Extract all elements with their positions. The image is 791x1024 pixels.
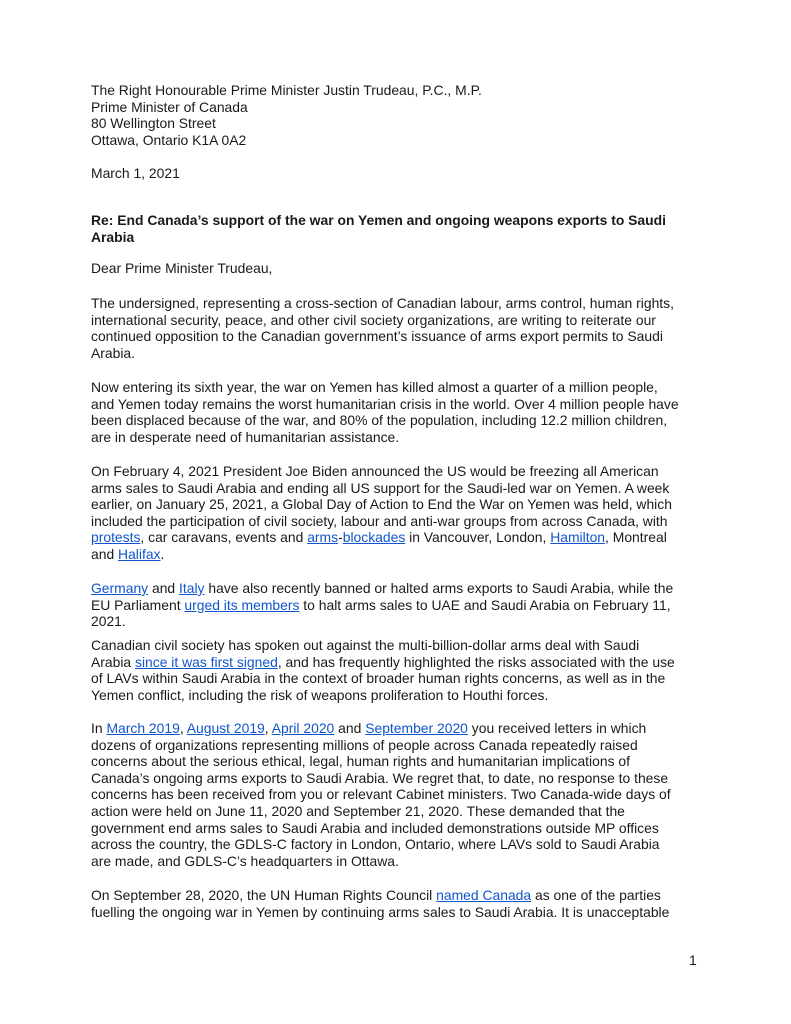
link-arms[interactable]: arms [307,529,339,546]
paragraph-line [91,720,731,737]
paragraph-line: The undersigned, representing a cross-section of Canadian labour, arms control, human rights, [91,295,674,311]
text-run: On September 28, 2020, the UN Human Rights Council [91,887,437,903]
paragraph-line: dozens of organizations representing millions of people across Canada repeatedly raised [91,736,638,753]
paragraph-line: arms sales to Saudi Arabia and ending all US support for the Saudi-led war on Yemen. A week [91,479,670,496]
subject-text: Arabia [91,228,135,245]
paragraph-line [91,887,731,904]
text-run: , and has frequently highlighted the risks associated with the use [277,653,675,670]
paragraph-7 [91,887,731,920]
paragraph-line [91,654,731,671]
paragraph-line: Yemen conflict, including the risk of weapons proliferation to Houthi forces. [91,686,549,703]
text-run: Arabia [91,653,136,670]
link-march-2019[interactable]: March 2019 [106,720,180,736]
paragraph-line: government end arms sales to Saudi Arabia and included demonstrations outside MP offices [91,819,659,836]
link-blockades[interactable]: blockades [342,529,406,546]
link-april-2020[interactable]: April 2020 [271,720,335,736]
subject-text: Re: End Canada’s support of the war on Yemen and ongoing weapons exports to Saudi [91,212,666,228]
link-named-canada[interactable]: named Canada [436,887,532,903]
address-line: Ottawa, Ontario K1A 0A2 [91,131,247,148]
link-september-2020[interactable]: September 2020 [365,720,468,736]
salutation-text: Dear Prime Minister Trudeau, [91,260,273,276]
text-run: as one of the parties [531,887,661,903]
paragraph-line: concerns has been received from you or relevant Cabinet ministers. Two Canada-wide days of [91,786,671,803]
link-germany[interactable]: Germany [91,580,149,596]
paragraph-line: Now entering its sixth year, the war on Yemen has killed almost a quarter of a million people, [91,379,658,395]
paragraph-5 [91,637,731,703]
link-italy[interactable]: Italy [179,580,205,596]
text-run: , [179,720,187,736]
link-halifax[interactable]: Halifax [118,545,161,562]
paragraph-line: concerns about the serious ethical, legal, human rights and humanitarian implications of [91,753,630,770]
paragraph-4 [91,580,731,630]
paragraph-line [91,580,731,597]
paragraph-3 [91,463,731,563]
paragraph-6 [91,720,731,869]
text-run: have also recently banned or halted arms exports to Saudi Arabia, while the [204,580,674,596]
text-run: and [148,580,180,596]
address-line: The Right Honourable Prime Minister Justin Trudeau, P.C., M.P. [91,82,482,98]
paragraph-line: of LAVs within Saudi Arabia in the context of broader human rights concerns, as well as in the [91,670,666,687]
paragraph-line [91,546,731,563]
recipient-address [91,82,731,148]
paragraph-line: action were held on June 11, 2020 and September 21, 2020. These demanded that the [91,802,625,819]
paragraph-line: and Yemen today remains the worst humanitarian crisis in the world. Over 4 million people have [91,395,679,412]
paragraph-line: international security, peace, and other civil society organizations, are writing to reiterate our [91,311,656,328]
paragraph-line: included the participation of civil society, labour and anti-war groups from across Canada, with [91,512,668,529]
text-run: to halt arms sales to UAE and Saudi Arabia on February 11, [299,596,671,613]
paragraph-2 [91,379,731,445]
subject-line [91,212,731,245]
link-august-2019[interactable]: August 2019 [186,720,265,736]
address-line: 80 Wellington Street [91,115,216,132]
paragraph-line: across the country, the GDLS-C factory in London, Ontario, where LAVs sold to Saudi Arabia [91,836,660,853]
paragraph-line: Canadian civil society has spoken out against the multi-billion-dollar arms deal with Saudi [91,637,640,653]
paragraph-line: Canada’s ongoing arms exports to Saudi Arabia. We regret that, to date, no response to these [91,769,669,786]
text-run: and [334,720,366,736]
text-run: - [338,529,343,546]
paragraph-line: On February 4, 2021 President Joe Biden announced the US would be freezing all American [91,463,659,479]
paragraph-line: Arabia. [91,344,136,361]
text-run: , Montreal [605,529,667,546]
paragraph-line: continued opposition to the Canadian government’s issuance of arms export permits to Saudi [91,328,663,345]
text-run: , car caravans, events and [140,529,308,546]
paragraph-1 [91,295,731,361]
text-run: you received letters in which [467,720,647,736]
paragraph-line: been displaced because of the war, and 80% of the population, including 12.2 million children, [91,412,668,429]
text-run: EU Parliament [91,596,185,613]
paragraph-line: are in desperate need of humanitarian assistance. [91,428,400,445]
letter-date [91,165,731,182]
paragraph-line: earlier, on January 25, 2021, a Global Day of Action to End the War on Yemen was held, which [91,496,672,513]
page-number: 1 [689,952,697,968]
paragraph-line [91,597,731,614]
text-run: , [264,720,272,736]
text-run: in Vancouver, London, [405,529,551,546]
paragraph-line: 2021. [91,613,126,630]
salutation [91,260,731,277]
link-protests[interactable]: protests [91,529,141,546]
paragraph-line [91,529,731,546]
address-line: Prime Minister of Canada [91,98,248,115]
paragraph-line: are made, and GDLS-C’s headquarters in Ottawa. [91,852,399,869]
link-hamilton[interactable]: Hamilton [550,529,606,546]
text-run: . [160,545,165,562]
text-run: In [91,720,107,736]
date-text: March 1, 2021 [91,165,180,181]
paragraph-line: fuelling the ongoing war in Yemen by continuing arms sales to Saudi Arabia. It is unacceptable [91,903,670,920]
link-since-first-signed[interactable]: since it was first signed [135,653,278,670]
text-run: and [91,545,119,562]
link-urged-its-members[interactable]: urged its members [184,596,300,613]
